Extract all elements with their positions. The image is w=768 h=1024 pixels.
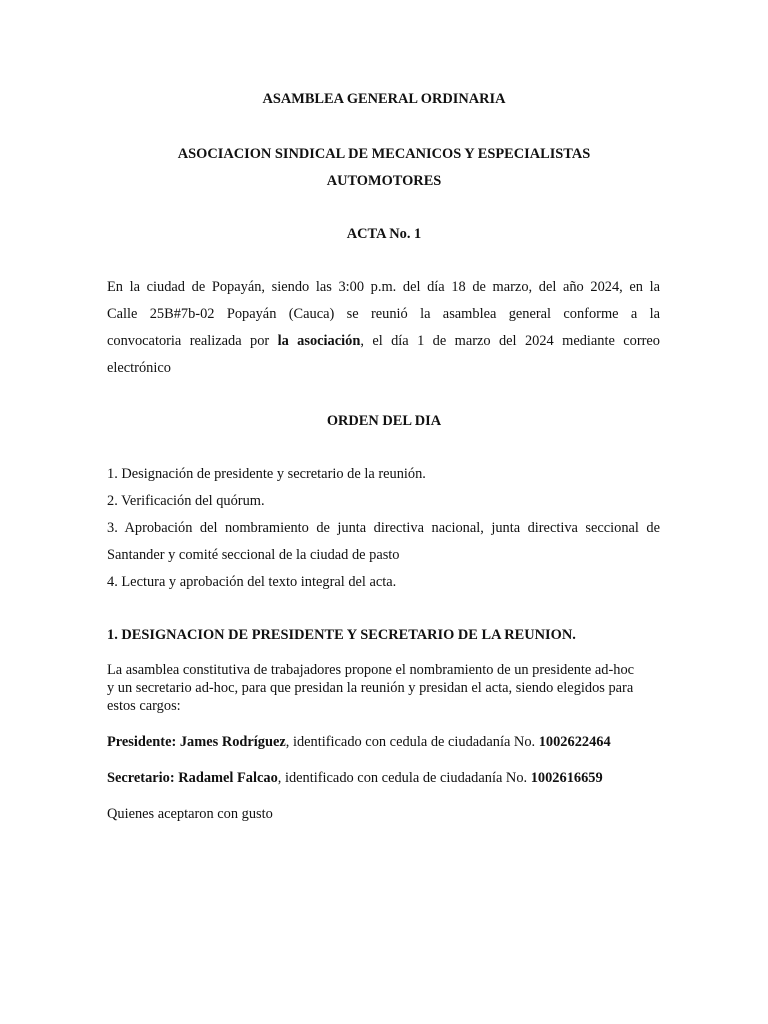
intro-line-3-end: , el día 1 de marzo del 2024 mediante correo xyxy=(360,333,661,349)
agenda-heading: ORDEN DEL DIA xyxy=(326,413,442,429)
section-1-para-line1: La asamblea constitutiva de trabajadores propone el nombramiento de un presidente ad-hoc xyxy=(107,662,635,678)
secretary-id-text: , identificado con cedula de ciudadanía No. xyxy=(277,770,531,786)
assembly-title: ASAMBLEA GENERAL ORDINARIA xyxy=(262,91,506,107)
organization-name-line2: AUTOMOTORES xyxy=(326,173,442,189)
agenda-item-3-line2: Santander y comité seccional de la ciudad de pasto xyxy=(107,547,400,563)
closing-text: Quienes aceptaron con gusto xyxy=(107,806,273,822)
intro-line-2: Calle 25B#7b-02 Popayán (Cauca) se reunió la asamblea general conforme a la xyxy=(107,306,660,322)
president-id-text: , identificado con cedula de ciudadanía No. xyxy=(285,734,539,750)
section-1-para-line2: y un secretario ad-hoc, para que presidan la reunión y presidan el acta, siendo elegidos para xyxy=(107,680,634,696)
intro-association-bold: la asociación xyxy=(277,333,361,349)
agenda-item-4: 4. Lectura y aprobación del texto integral del acta. xyxy=(107,574,397,590)
agenda-item-1: 1. Designación de presidente y secretario de la reunión. xyxy=(107,466,426,482)
organization-name-line1: ASOCIACION SINDICAL DE MECANICOS Y ESPECIALISTAS xyxy=(177,146,591,162)
secretary-id-number: 1002616659 xyxy=(530,770,603,786)
intro-line-1: En la ciudad de Popayán, siendo las 3:00 p.m. del día 18 de marzo, del año 2024, en la xyxy=(107,279,660,295)
president-label: Presidente: James Rodríguez xyxy=(107,734,286,750)
secretary-line xyxy=(107,769,660,787)
agenda-item-2: 2. Verificación del quórum. xyxy=(107,493,265,509)
acta-number: ACTA No. 1 xyxy=(346,226,422,242)
section-1-para-line3: estos cargos: xyxy=(107,698,181,714)
intro-line-3 xyxy=(107,328,660,355)
intro-line-4: electrónico xyxy=(107,360,171,376)
section-1-heading: 1. DESIGNACION DE PRESIDENTE Y SECRETARIO DE LA REUNION. xyxy=(107,627,576,643)
president-id-number: 1002622464 xyxy=(538,734,611,750)
agenda-item-3-line1: 3. Aprobación del nombramiento de junta directiva nacional, junta directiva seccional de xyxy=(107,520,660,536)
intro-line-3-start: convocatoria realizada por xyxy=(107,333,278,349)
secretary-label: Secretario: Radamel Falcao xyxy=(107,770,278,786)
president-line xyxy=(107,733,660,751)
